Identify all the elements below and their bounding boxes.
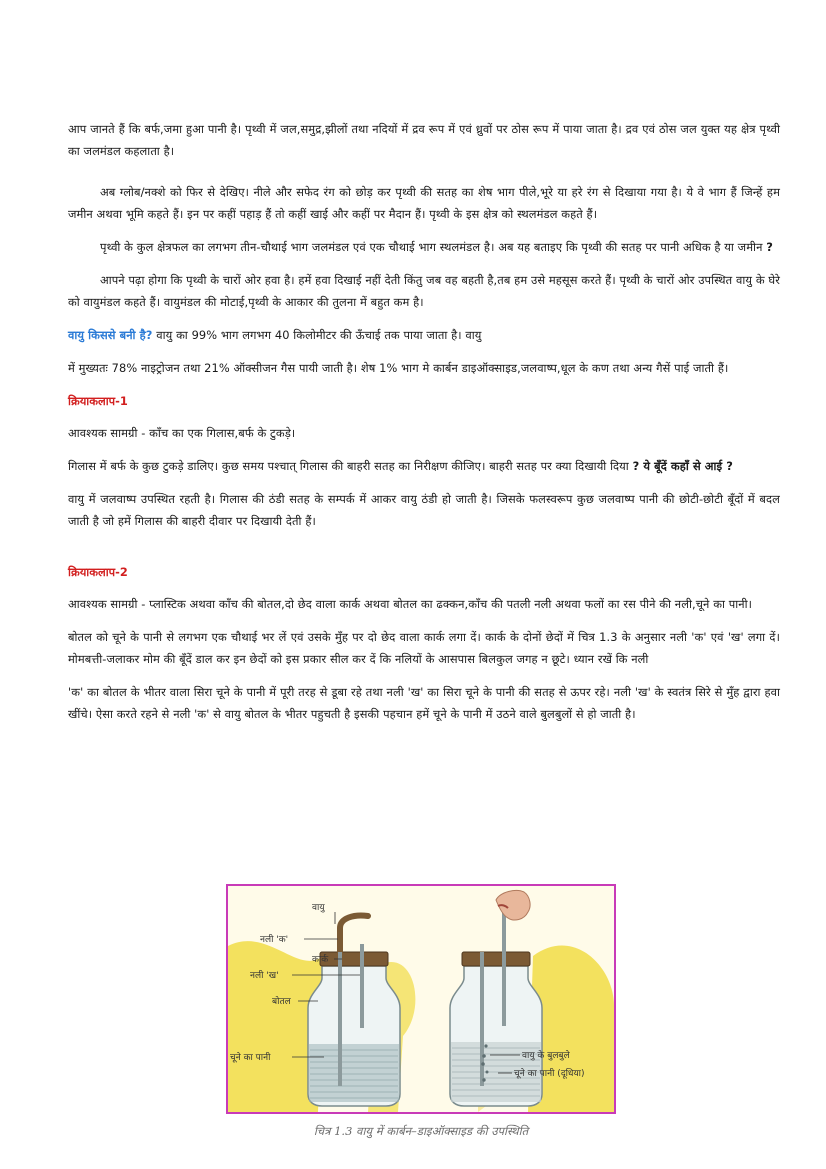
paragraph-air-composition-intro bbox=[68, 324, 780, 346]
area-question-mark: ? bbox=[766, 240, 773, 254]
left-bottle bbox=[308, 916, 400, 1107]
label-bubbles: वायु के बुलबुले bbox=[522, 1051, 570, 1061]
activity1-instruction-text: गिलास में बर्फ के कुछ टुकड़े डालिए। कुछ समय पश्चात् गिलास की बाहरी सतह का निरीक्षण कीजिए। बाहरी सतह पर क्या दिखायी दिया bbox=[68, 459, 629, 473]
activity2-materials: आवश्यक सामग्री - प्लास्टिक अथवा काँच की बोतल,दो छेद वाला कार्क अथवा बोतल का ढक्कन,काँच की पतली नली अथवा फलों का रस पीने की नली,चूने का पानी। bbox=[68, 597, 753, 611]
activity1-instruction bbox=[68, 455, 780, 477]
activity1-heading: क्रियाकलाप-1 bbox=[68, 394, 128, 408]
document-body bbox=[68, 118, 780, 736]
figure-limewater-experiment bbox=[226, 884, 616, 1114]
label-tube-ka: नली 'क' bbox=[260, 935, 289, 945]
activity1-explanation: वायु में जलवाष्प उपस्थित रहती है। गिलास की ठंडी सतह के सम्पर्क में आकर वायु ठंडी हो जाती है। जिसके फलस्वरूप कुछ जलवाष्प पानी की छोटी-छोटी बूँदों में बदल जाती है जो हमें गिलास की बाहरी दीवार पर दिखायी देती हैं। bbox=[68, 492, 780, 528]
label-milky-limewater: चूने का पानी (दूधिया) bbox=[514, 1069, 585, 1079]
activity2-heading: क्रियाकलाप-2 bbox=[68, 565, 128, 579]
activity1-materials: आवश्यक सामग्री - काँच का एक गिलास,बर्फ के टुकड़े। bbox=[68, 426, 296, 440]
paragraph-hydrosphere: आप जानते हैं कि बर्फ,जमा हुआ पानी है। पृथ्वी में जल,समुद्र,झीलों तथा नदियों में द्रव रूप में एवं ध्रुवों पर ठोस रूप में पाया जाता है। द्रव एवं ठोस जल युक्त यह क्षेत्र पृथ्वी का जलमंडल कहलाता है। bbox=[68, 122, 780, 158]
area-question-text: पृथ्वी के कुल क्षेत्रफल का लगभग तीन-चौथाई भाग जलमंडल एवं एक चौथाई भाग स्थलमंडल है। अब यह बताइए कि पृथ्वी की सतह पर पानी अधिक है या जमीन bbox=[100, 240, 763, 254]
label-air: वायु bbox=[312, 903, 325, 913]
air-question-heading: वायु किससे बनी है? bbox=[68, 328, 153, 342]
label-tube-kha: नली 'ख' bbox=[250, 971, 279, 981]
activity2-step1: बोतल को चूने के पानी से लगभग एक चौथाई भर लें एवं उसके मुँह पर दो छेद वाला कार्क लगा दें। कार्क के दोनों छेदों में चित्र 1.3 के अनुसार नली 'क' एवं 'ख' लगा दें। मोमबत्ती-जलाकर मोम की बूँदें डाल कर इन छेदों को इस प्रकार सील कर दें कि नलियों के आसपास बिलकुल जगह न छूटे। ध्यान रखें कि नली bbox=[68, 630, 780, 666]
paragraph-lithosphere: अब ग्लोब/नक्शे को फिर से देखिए। नीले और सफेद रंग को छोड़ कर पृथ्वी की सतह का शेष भाग पीले,भूरे या हरे रंग से दिखाया गया है। ये वे भाग हैं जिन्हें हम जमीन अथवा भूमि कहते हैं। इन पर कहीं पहाड़ हैं तो कहीं खाई और कहीं पर मैदान हैं। पृथ्वी के इस क्षेत्र को स्थलमंडल कहते हैं। bbox=[68, 185, 780, 221]
paragraph-area-question bbox=[68, 236, 780, 258]
paragraph-atmosphere: आपने पढ़ा होगा कि पृथ्वी के चारों ओर हवा है। हमें हवा दिखाई नहीं देती किंतु जब वह बहती है,तब हम उसे महसूस करते हैं। पृथ्वी के चारों ओर उपस्थित वायु के घेरे को वायुमंडल कहते हैं। वायुमंडल की मोटाई,पृथ्वी के आकार की तुलना में बहुत कम है। bbox=[68, 273, 780, 309]
label-bottle: बोतल bbox=[272, 997, 291, 1007]
experiment-illustration bbox=[228, 886, 614, 1112]
activity2-step2: 'क' का बोतल के भीतर वाला सिरा चूने के पानी में पूरी तरह से डूबा रहे तथा नली 'ख' का सिरा चूने के पानी की सतह से ऊपर रहे। नली 'ख' के स्वतंत्र सिरे से मुँह द्वारा हवा खींचे। ऐसा करते रहने से नली 'क' से वायु बोतल के भीतर पहुचती है इसकी पहचान हमें चूने के पानी में उठने वाले बुलबुलों से हो जाती है। bbox=[68, 685, 780, 721]
figure-caption: चित्र 1.3 वायु में कार्बन–डाइऑक्साइड की उपस्थिति bbox=[313, 1124, 529, 1138]
label-limewater: चूने का पानी bbox=[230, 1053, 271, 1063]
activity1-question: ? ये बूँदें कहाँ से आई ? bbox=[632, 459, 734, 473]
air-intro-text: वायु का 99% भाग लगभग 40 किलोमीटर की ऊँचाई तक पाया जाता है। वायु bbox=[152, 328, 482, 342]
paragraph-air-composition: में मुख्यतः 78% नाइट्रोजन तथा 21% ऑक्सीजन गैस पायी जाती है। शेष 1% भाग मे कार्बन डाइऑक्साइड,जलवाष्प,धूल के कण तथा अन्य गैसें पाई जाती हैं। bbox=[68, 361, 729, 375]
label-cork: कार्क bbox=[312, 955, 329, 965]
